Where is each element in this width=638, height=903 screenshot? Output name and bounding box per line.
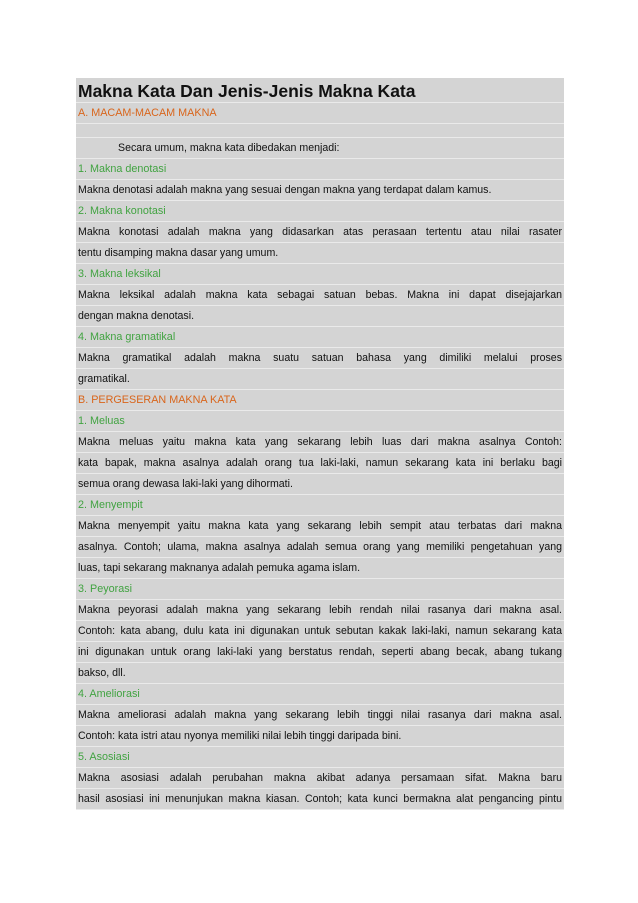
paragraph-line: hasil asosiasi ini menunjukan makna kiasan. Contoh; kata kunci bermakna alat pengancing pintu — [76, 789, 564, 810]
paragraph-line: Makna gramatikal adalah makna suatu satuan bahasa yang dimiliki melalui proses — [76, 348, 564, 369]
paragraph-line: ini digunakan untuk orang laki-laki yang berstatus rendah, seperti abang becak, abang tukang — [76, 642, 564, 663]
paragraph-line: Makna konotasi adalah makna yang didasarkan atas perasaan tertentu atau nilai rasater — [76, 222, 564, 243]
paragraph-peyorasi — [76, 600, 564, 684]
paragraph-line: Makna denotasi adalah makna yang sesuai dengan makna yang terdapat dalam kamus. — [76, 180, 564, 201]
section-b-heading: B. PERGESERAN MAKNA KATA — [76, 390, 564, 411]
paragraph-line: semua orang dewasa laki-laki yang dihormati. — [76, 474, 564, 495]
paragraph-line: Contoh: kata istri atau nyonya memiliki nilai lebih tinggi daripada bini. — [76, 726, 564, 747]
paragraph-makna-gramatikal — [76, 348, 564, 390]
intro-text: Secara umum, makna kata dibedakan menjadi: — [76, 138, 564, 159]
subheading-makna-leksikal: 3. Makna leksikal — [76, 264, 564, 285]
paragraph-menyempit — [76, 516, 564, 579]
blank-line — [76, 124, 564, 138]
paragraph-line: luas, tapi sekarang maknanya adalah pemuka agama islam. — [76, 558, 564, 579]
subheading-makna-gramatikal: 4. Makna gramatikal — [76, 327, 564, 348]
subheading-makna-denotasi: 1. Makna denotasi — [76, 159, 564, 180]
paragraph-makna-leksikal — [76, 285, 564, 327]
paragraph-line: Makna meluas yaitu makna kata yang sekarang lebih luas dari makna asalnya Contoh: — [76, 432, 564, 453]
paragraph-line: Makna ameliorasi adalah makna yang sekarang lebih tinggi nilai rasanya dari makna asal. — [76, 705, 564, 726]
subheading-ameliorasi: 4. Ameliorasi — [76, 684, 564, 705]
subheading-peyorasi: 3. Peyorasi — [76, 579, 564, 600]
document-title: Makna Kata Dan Jenis-Jenis Makna Kata — [76, 78, 564, 103]
paragraph-makna-denotasi — [76, 180, 564, 201]
paragraph-asosiasi — [76, 768, 564, 810]
subheading-menyempit: 2. Menyempit — [76, 495, 564, 516]
paragraph-line: bakso, dll. — [76, 663, 564, 684]
paragraph-line: kata bapak, makna asalnya adalah orang tua laki-laki, namun sekarang kata ini berlaku bagi — [76, 453, 564, 474]
paragraph-line: Makna peyorasi adalah makna yang sekarang lebih rendah nilai rasanya dari makna asal. — [76, 600, 564, 621]
paragraph-line: Contoh: kata abang, dulu kata ini digunakan untuk sebutan kakak laki-laki, namun sekarang kata — [76, 621, 564, 642]
paragraph-makna-konotasi — [76, 222, 564, 264]
document-page — [76, 78, 564, 810]
subheading-asosiasi: 5. Asosiasi — [76, 747, 564, 768]
paragraph-line: dengan makna denotasi. — [76, 306, 564, 327]
subheading-makna-konotasi: 2. Makna konotasi — [76, 201, 564, 222]
paragraph-line: Makna asosiasi adalah perubahan makna akibat adanya persamaan sifat. Makna baru — [76, 768, 564, 789]
paragraph-line: gramatikal. — [76, 369, 564, 390]
paragraph-line: asalnya. Contoh; ulama, makna asalnya adalah semua orang yang memiliki pengetahuan yang — [76, 537, 564, 558]
paragraph-ameliorasi — [76, 705, 564, 747]
paragraph-meluas — [76, 432, 564, 495]
paragraph-line: Makna menyempit yaitu makna kata yang sekarang lebih sempit atau terbatas dari makna — [76, 516, 564, 537]
paragraph-line: Makna leksikal adalah makna kata sebagai satuan bebas. Makna ini dapat disejajarkan — [76, 285, 564, 306]
subheading-meluas: 1. Meluas — [76, 411, 564, 432]
section-a-heading: A. MACAM-MACAM MAKNA — [76, 103, 564, 124]
paragraph-line: tentu disamping makna dasar yang umum. — [76, 243, 564, 264]
